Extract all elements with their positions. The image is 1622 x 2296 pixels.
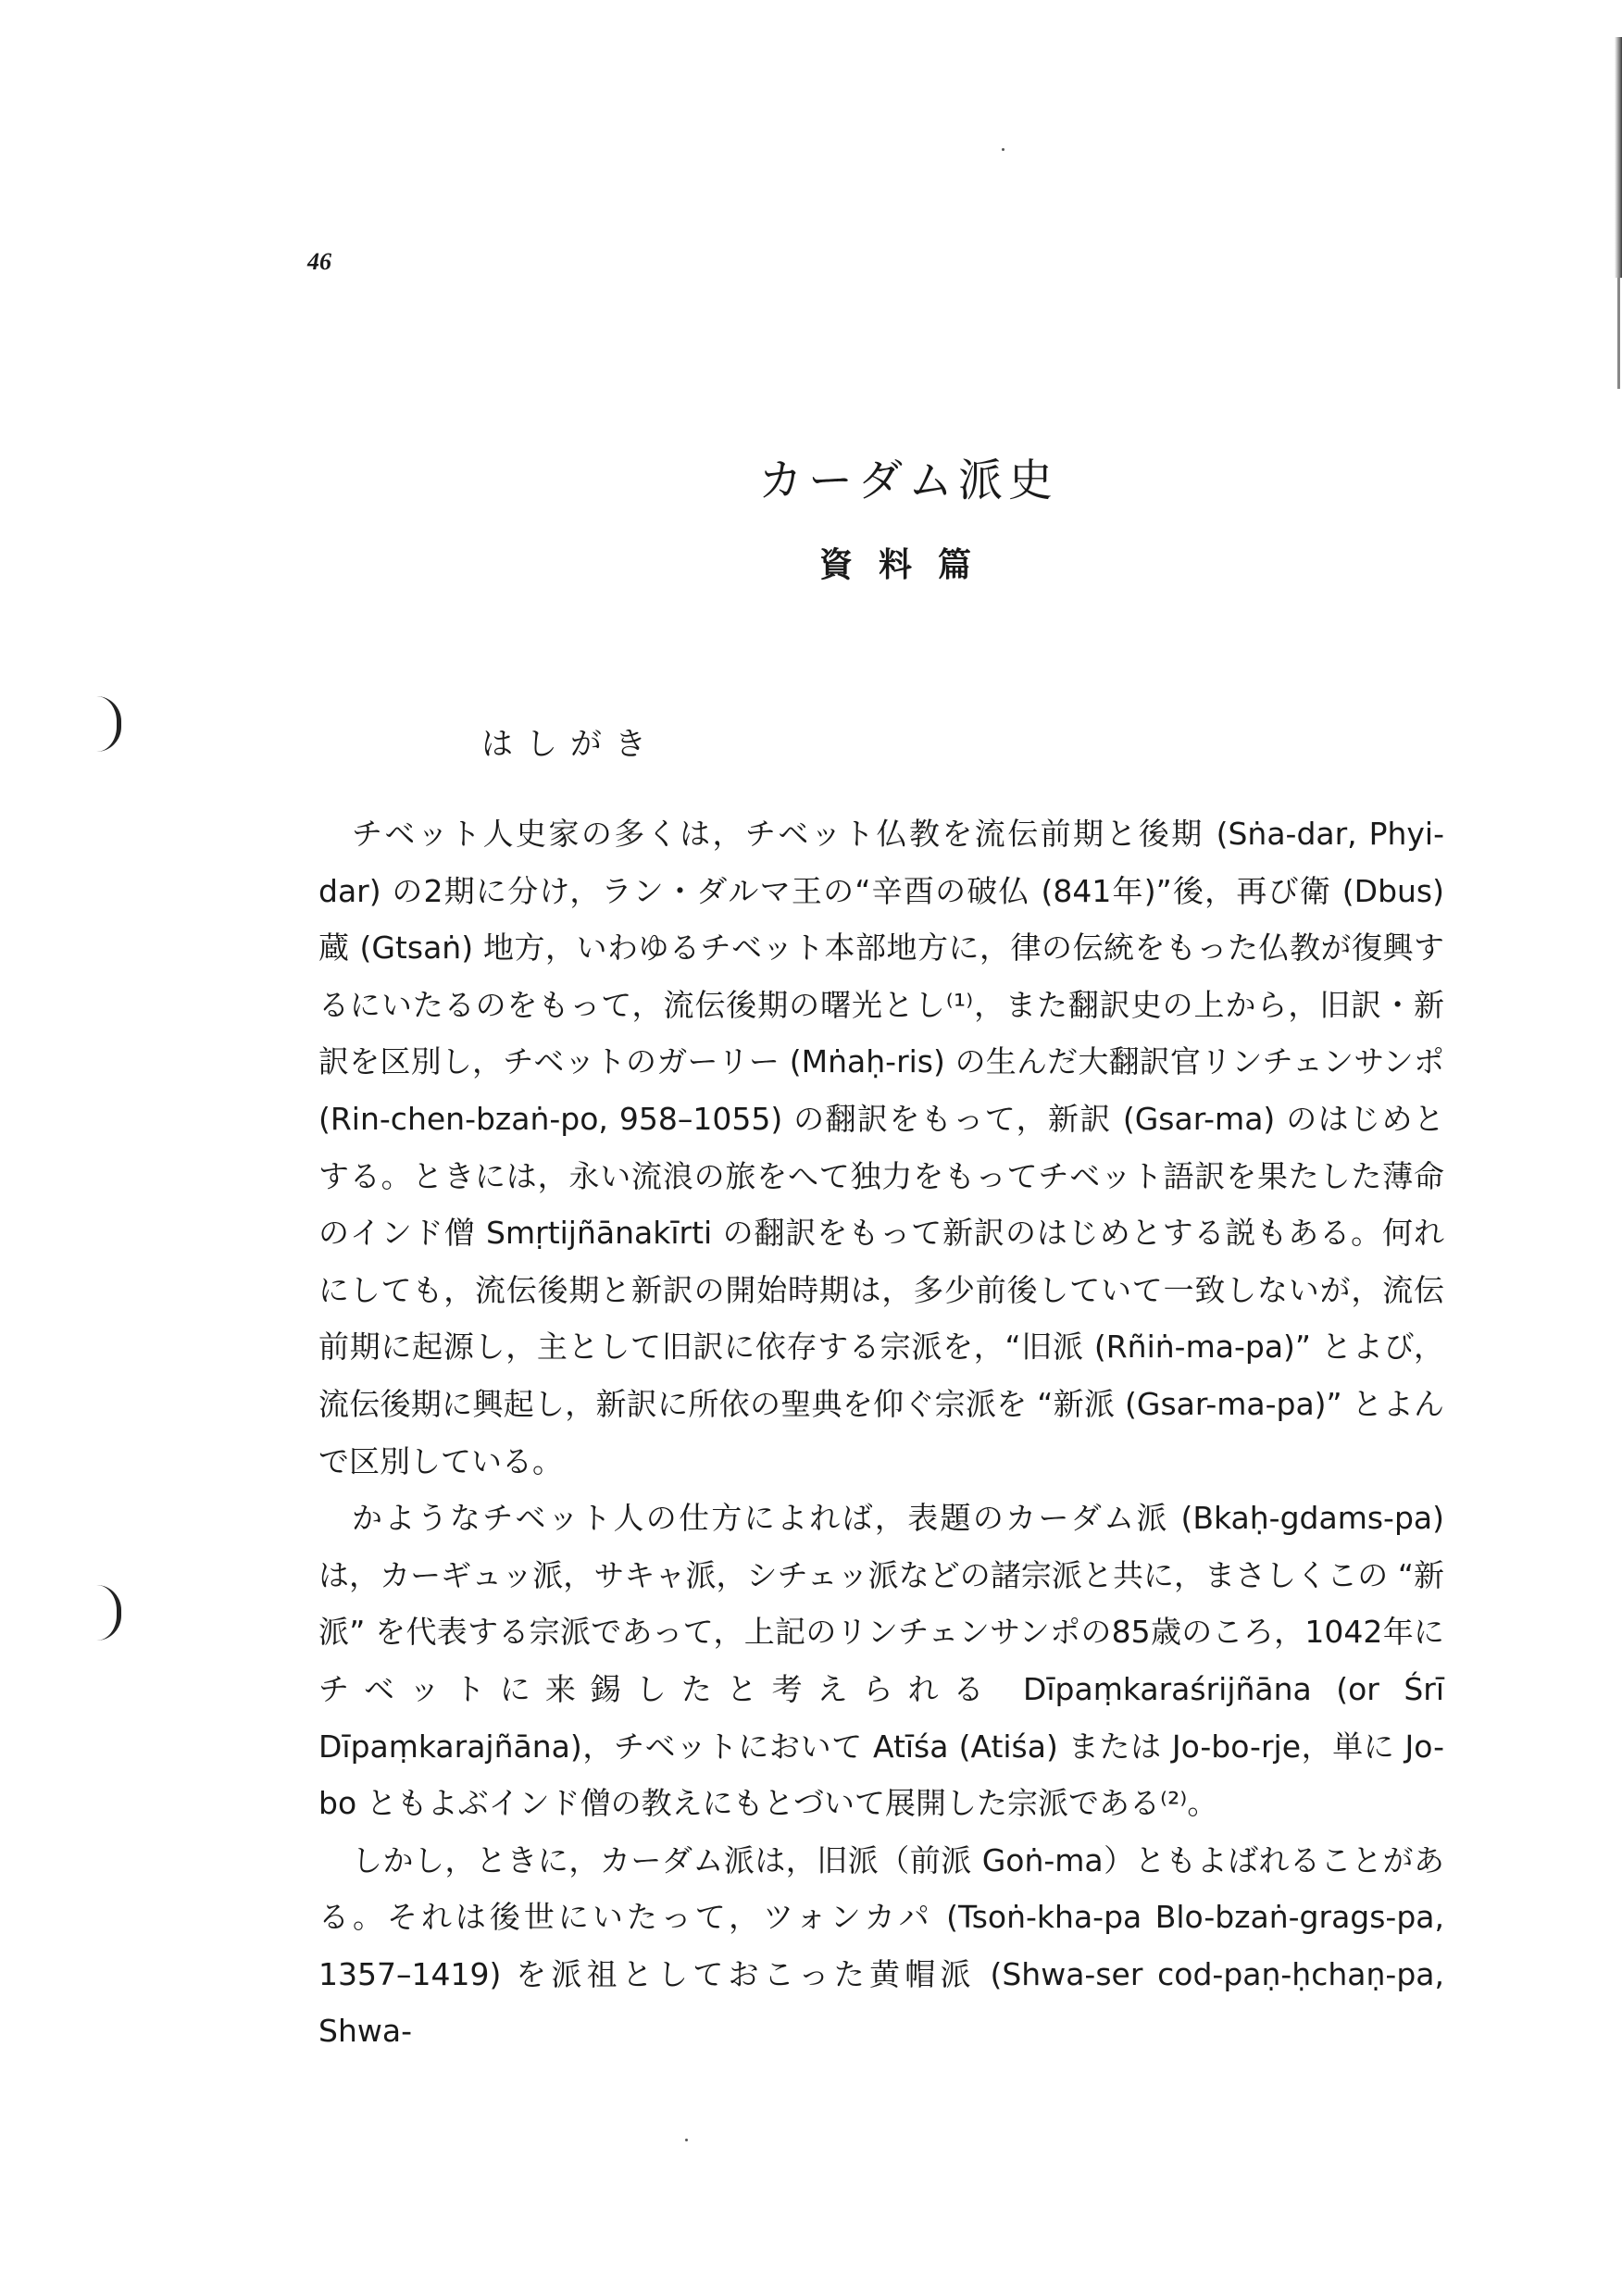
body-text	[318, 805, 1444, 2060]
scan-speck	[685, 2139, 688, 2141]
page-edge-shadow	[1615, 37, 1622, 278]
binding-hole-mark-top	[96, 696, 121, 752]
page-edge-line	[1617, 278, 1620, 389]
paragraph-3: しかし，ときに，カーダム派は，旧派（前派 Goṅ-ma）ともよばれることがある。それは後世にいたって，ツォンカパ (Tsoṅ-kha-pa Blo-bzaṅ-grags-pa, 1357–1419) を派祖としておこった黄帽派 (Shwa-ser cod-paṇ-ḥchaṇ-pa, Shwa-	[318, 1841, 1444, 2050]
section-heading: はしがき	[481, 726, 659, 763]
page-subtitle: 資料篇	[818, 546, 997, 584]
paragraph-1: チベット人史家の多くは，チベット仏教を流伝前期と後期 (Sṅa-dar, Phyi-dar) の2期に分け，ラン・ダルマ王の“辛酉の破仏 (841年)”後，再び衛 (Dbus) 蔵 (Gtsaṅ) 地方，いわゆるチベット本部地方に，律の伝統をもった仏教が復興するにいたるのをもって，流伝後期の曙光とし⁽¹⁾，また翻訳史の上から，旧訳・新訳を区別し，チベットのガーリー (Mṅaḥ-ris) の生んだ大翻訳官リンチェンサンポ (Rin-chen-bzaṅ-po, 958–1055) の翻訳をもって，新訳 (Gsar-ma) のはじめとする。ときには，永い流浪の旅をへて独力をもってチベット語訳を果たした薄命のインド僧 Smṛtijñānakīrti の翻訳をもって新訳のはじめとする説もある。何れにしても，流伝後期と新訳の開始時期は，多少前後していて一致しないが，流伝前期に起源し，主として旧訳に依存する宗派を，“旧派 (Rñiṅ-ma-pa)” とよび，流伝後期に興起し，新訳に所依の聖典を仰ぐ宗派を “新派 (Gsar-ma-pa)” とよんで区別している。	[318, 816, 1444, 1479]
binding-hole-mark-bottom	[96, 1585, 121, 1641]
page-number: 46	[307, 248, 331, 275]
page-title: カーダム派史	[757, 455, 1058, 506]
paragraph-2: かようなチベット人の仕方によれば，表題のカーダム派 (Bkaḥ-gdams-pa) は，カーギュッ派，サキャ派，シチェッ派などの諸宗派と共に，まさしくこの “新派” を代表する宗派であって，上記のリンチェンサンポの85歳のころ，1042年にチベットに来錫したと考えられる Dīpaṃkaraśrijñāna (or Śrī Dīpaṃkarajñāna)，チベットにおいて Atīśa (Atiśa) または Jo-bo-rje，単に Jo-bo ともよぶインド僧の教えにもとづいて展開した宗派である⁽²⁾。	[318, 1500, 1444, 1822]
scan-speck	[1002, 148, 1004, 151]
